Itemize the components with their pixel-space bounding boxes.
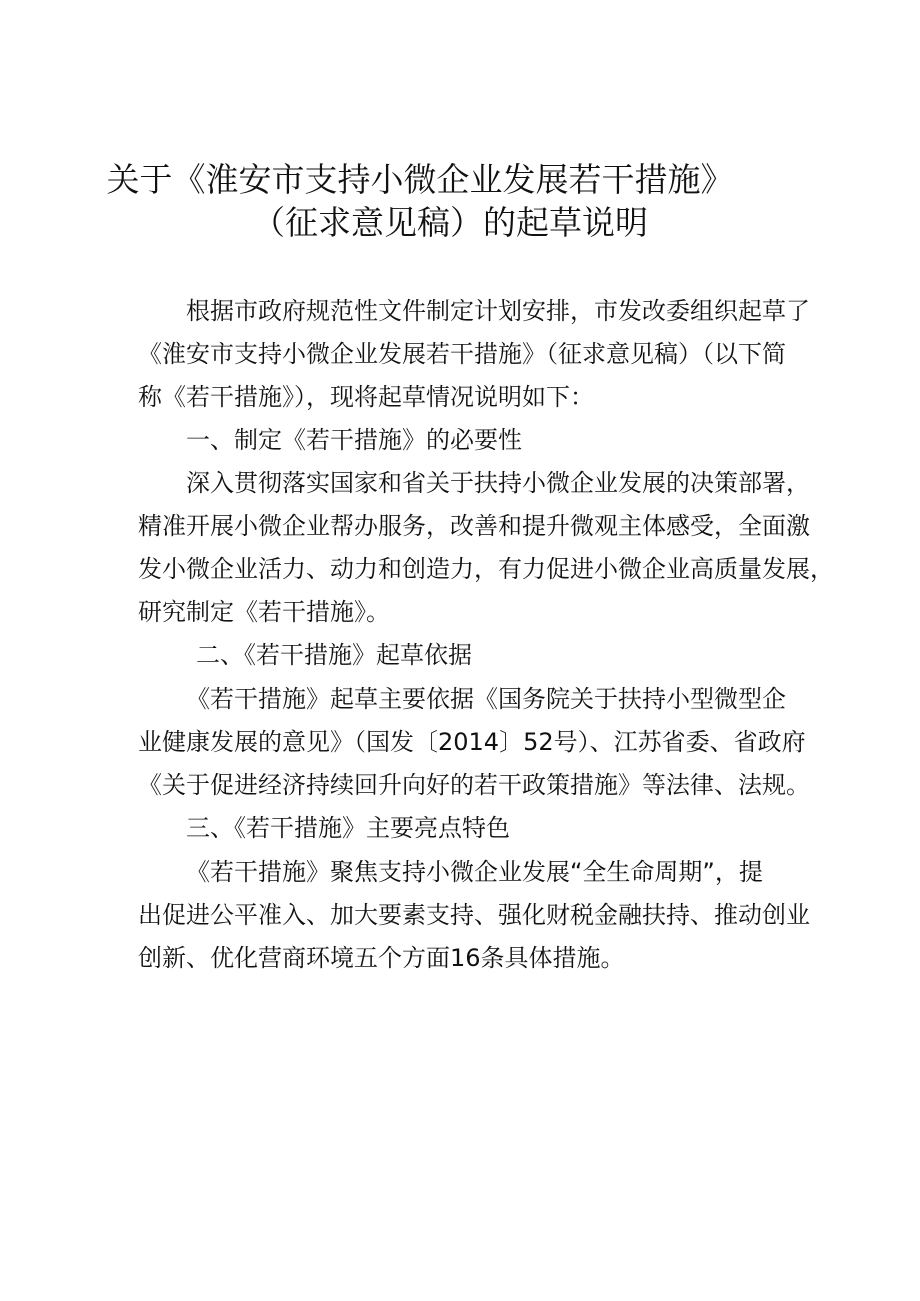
section-2-line-1: 《若干措施》起草主要依据《国务院关于扶持小型微型企 [186,685,786,713]
section-2-line-2: 业健康发展的意见》（国发〔2014〕52号）、江苏省委、省政府 [138,728,806,756]
section-2-heading: 二、《若干措施》起草依据 [196,641,472,669]
intro-line-3: 称《若干措施》），现将起草情况说明如下： [138,383,594,411]
section-3-line-3: 创新、优化营商环境五个方面16条具体措施。 [138,944,625,972]
section-2-line-3: 《关于促进经济持续回升向好的若干政策措施》等法律、法规。 [138,771,810,799]
section-1-heading: 一、制定《若干措施》的必要性 [186,426,522,454]
intro-line-1: 根据市政府规范性文件制定计划安排，市发改委组织起草了 [186,297,810,325]
intro-line-2: 《淮安市支持小微企业发展若干措施》（征求意见稿）（以下简 [138,340,786,368]
section-1-line-2: 精准开展小微企业帮办服务，改善和提升微观主体感受，全面激 [138,512,810,540]
section-1-line-4: 研究制定《若干措施》。 [138,598,390,626]
section-3-line-1: 《若干措施》聚焦支持小微企业发展“全生命周期”，提 [186,858,763,886]
section-1-line-3: 发小微企业活力、动力和创造力，有力促进小微企业高质量发展， [138,555,834,583]
section-3-heading: 三、《若干措施》主要亮点特色 [186,814,510,842]
section-3-line-2: 出促进公平准入、加大要素支持、强化财税金融扶持、推动创业 [138,901,810,929]
document-title-line-1: 关于《淮安市支持小微企业发展若干措施》 [106,160,734,199]
section-1-line-1: 深入贯彻落实国家和省关于扶持小微企业发展的决策部署， [186,469,810,497]
document-title-line-2: （征求意见稿）的起草说明 [252,203,648,242]
